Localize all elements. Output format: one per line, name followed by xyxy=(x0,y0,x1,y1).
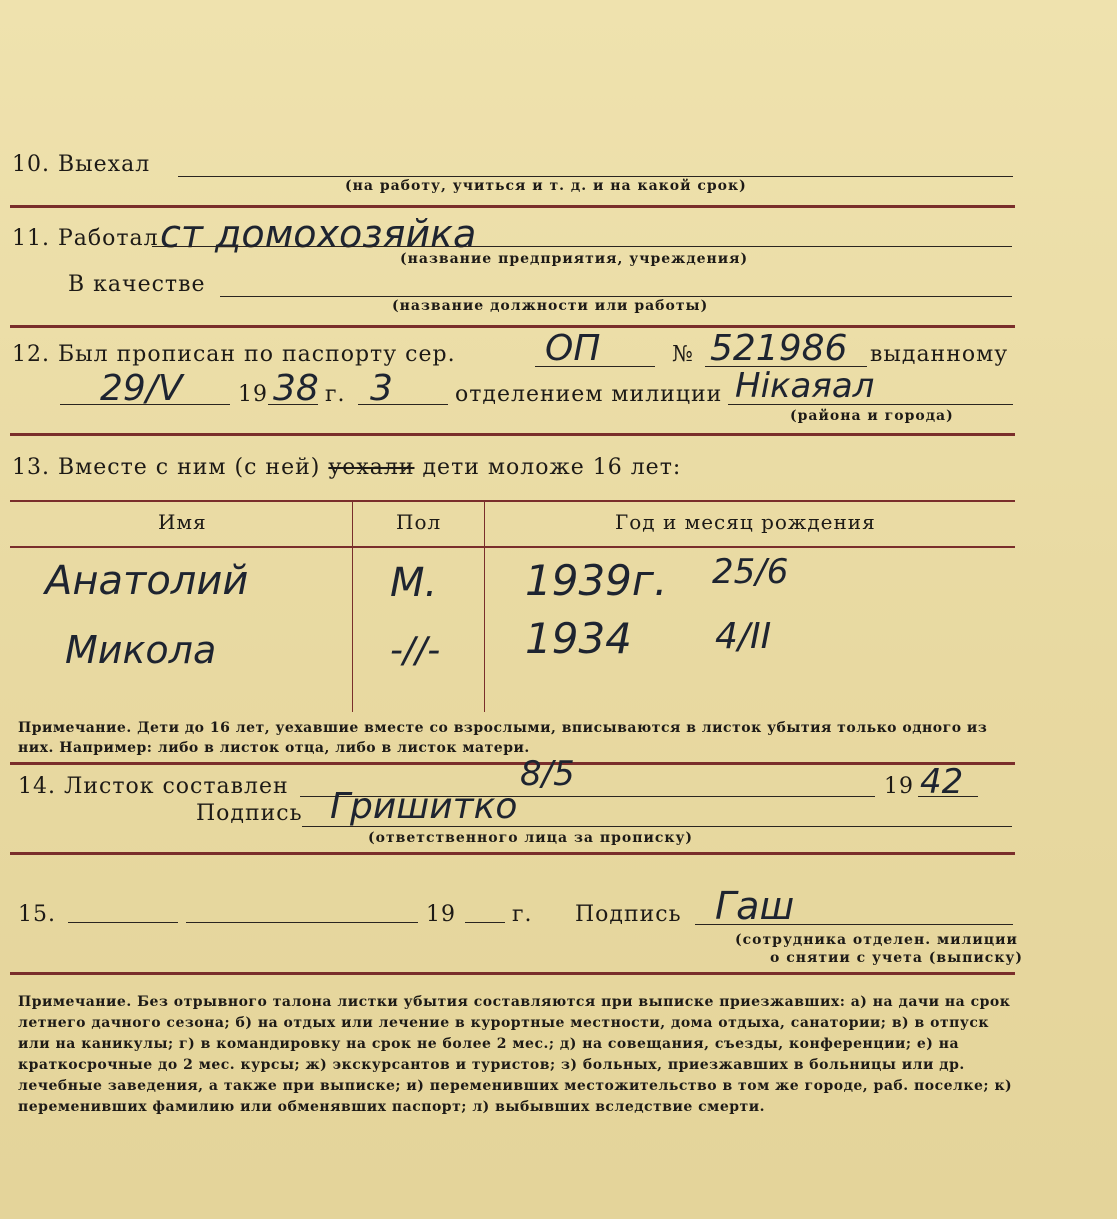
s15-year-prefix: 19 xyxy=(426,902,456,927)
city-line xyxy=(728,404,1013,405)
section-13-label xyxy=(12,455,681,480)
section-12-label: 12. Был прописан по паспорту сер. xyxy=(12,342,456,367)
section-14-label: 14. Листок составлен xyxy=(18,774,289,799)
position-label: В качестве xyxy=(68,272,206,297)
footnote-line-3: командировку на срок не более 2 мес.; д) на совещания, съезды, конференции; е) на xyxy=(216,1036,960,1052)
s15-g: г. xyxy=(512,902,533,927)
section-11-label: 11. Работал xyxy=(12,226,159,251)
table-top-line xyxy=(10,500,1015,502)
section-11-handwritten: ст домохозяйка xyxy=(160,212,477,256)
divider-3 xyxy=(10,433,1015,436)
divider-6 xyxy=(10,972,1015,975)
signature-label: Подпись xyxy=(196,801,303,826)
child-1-name: Анатолий xyxy=(45,558,249,604)
section-13-text: 13. Вместе с ним (с ней) xyxy=(12,455,321,480)
date-line xyxy=(60,404,230,405)
year-line xyxy=(268,404,318,405)
divider-2 xyxy=(10,325,1015,328)
position-line xyxy=(220,296,1012,297)
position-caption: (название должности или работы) xyxy=(392,298,709,314)
divider-1 xyxy=(10,205,1015,208)
section-15-label: 15. xyxy=(18,902,56,927)
divider-4 xyxy=(10,762,1015,765)
issue-year: 38 xyxy=(273,368,319,409)
section-10-label: 10. Выехал xyxy=(12,152,151,177)
children-note: Примечание. Дети до 16 лет, уехавшие вместе со взрослыми, вписываются в листок убытия только одного из них. Например: либо в листок отца, либо в листок матери. xyxy=(18,720,988,756)
office-label: отделением милиции xyxy=(455,382,723,407)
table-col-divider-1 xyxy=(352,502,353,712)
child-2-date: 4/II xyxy=(715,616,772,657)
section-11-line xyxy=(152,246,1012,247)
s15-year-line xyxy=(465,922,505,923)
issue-day-month: 29/V xyxy=(100,368,183,409)
divider-5 xyxy=(10,852,1015,855)
compiled-date: 8/5 xyxy=(520,754,575,794)
footnote-line-4: краткосрочные до 2 мес. курсы; ж) экскурсантов и туристов; з) больных, приезжавших в больницы или др. лечебные заведения, а также при выписке; и) переменивших местожительство в том же городе, раб. поселке; к) переменивших фамилию или обменявших паспорт; л) выбывших вследствие смерти. xyxy=(18,1057,1013,1115)
year-prefix: 19 xyxy=(238,382,268,407)
issued-label: выданному xyxy=(870,342,1009,367)
signature-responsible: Гришитко xyxy=(330,786,518,827)
header-name: Имя xyxy=(158,510,207,534)
section-13-text-rest: дети моложе 16 лет: xyxy=(422,455,682,480)
s15-caption-2: о снятии с учета (выписку) xyxy=(770,950,1024,966)
passport-series: ОП xyxy=(545,328,601,369)
table-col-divider-2 xyxy=(484,502,485,712)
footnote-title: Примечание. xyxy=(18,994,132,1010)
office-line xyxy=(358,404,448,405)
g-label: г. xyxy=(325,382,346,407)
footnote-line-1: Без отрывного талона листки убытия составляются при выписке приезжавших: а) на дачи на срок летнего дачного сезона; б) на отдых или лечение в xyxy=(18,994,1011,1031)
s15-caption-1: (сотрудника отделен. милиции xyxy=(735,932,1018,948)
child-1-sex: М. xyxy=(390,560,438,606)
section-10-caption: (на работу, учиться и т. д. и на какой срок) xyxy=(345,178,747,194)
compiled-year-prefix: 19 xyxy=(884,774,914,799)
responsible-caption: (ответственного лица за прописку) xyxy=(368,830,694,846)
struck-word: уехали xyxy=(328,455,415,480)
header-sex: Пол xyxy=(396,510,442,534)
city: Нікаяал xyxy=(735,366,875,406)
footnote xyxy=(18,992,1013,1118)
child-2-sex: -//- xyxy=(390,630,441,671)
s15-signature-line xyxy=(695,924,1013,925)
child-1-year: 1939г. xyxy=(525,556,668,605)
passport-number: 521986 xyxy=(710,328,848,369)
footnote-line-2: курортные местности, дома отдыха, санатории; в) в отпуск или на каникулы; г) в xyxy=(18,1015,990,1052)
number-label: № xyxy=(672,342,694,367)
table-header-line xyxy=(10,546,1015,548)
s15-day-line xyxy=(68,922,178,923)
child-1-date: 25/6 xyxy=(712,552,789,592)
s15-signature-label: Подпись xyxy=(575,902,682,927)
section-11-caption: (название предприятия, учреждения) xyxy=(400,251,749,267)
compiled-year-line xyxy=(918,796,978,797)
s15-month-line xyxy=(186,922,418,923)
child-2-name: Микола xyxy=(65,628,217,672)
child-2-year: 1934 xyxy=(525,614,632,663)
s15-signature: Гаш xyxy=(715,884,795,928)
header-birth: Год и месяц рождения xyxy=(615,510,876,534)
office-number: 3 xyxy=(370,368,393,409)
compiled-year: 42 xyxy=(920,762,964,802)
district-caption: (района и города) xyxy=(790,408,954,424)
section-10-line xyxy=(178,176,1013,177)
